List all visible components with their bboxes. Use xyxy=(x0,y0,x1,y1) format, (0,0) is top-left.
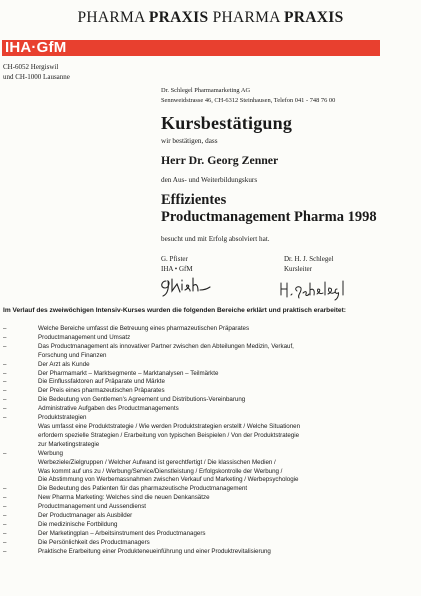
list-dash: – xyxy=(3,538,7,546)
signatory-role: IHA • GfM xyxy=(161,265,193,273)
topic-text: Forschung und Finanzen xyxy=(38,351,107,359)
topic-text: erfordern spezielle Strategien / Erarbeitung von typischen Beispielen / Von der Produktstrategie xyxy=(38,431,300,439)
handwritten-signature-schlegel xyxy=(277,279,355,301)
topic-item xyxy=(3,503,419,512)
banner-word-praxis-2: PRAXIS xyxy=(284,9,344,26)
address-right-line: Sennweidstrasse 46, CH-6312 Steinhausen, Telefon 041 - 748 76 00 xyxy=(161,96,336,104)
certificate-title: Kursbestätigung xyxy=(161,113,293,133)
list-dash: – xyxy=(3,529,7,537)
list-dash: – xyxy=(3,449,7,457)
topic-text: Die Einflussfaktoren auf Präparate und Märkte xyxy=(38,378,165,386)
topic-text: Productmanagement und Aussendienst xyxy=(38,503,147,511)
list-dash: – xyxy=(3,520,7,528)
course-title-line-1: Effizientes xyxy=(161,192,227,208)
topic-text: Die Abstimmung von Werbemassnahmen zwischen Verkauf und Marketing / Werbepsychologie xyxy=(38,476,299,484)
topic-item xyxy=(3,405,419,414)
list-dash: – xyxy=(3,396,7,404)
topic-text: New Pharma Marketing: Welches sind die neuen Denkansätze xyxy=(38,494,210,502)
topic-item xyxy=(3,521,419,530)
list-dash: – xyxy=(3,494,7,502)
banner-word-praxis: PRAXIS xyxy=(148,9,209,26)
topic-item xyxy=(3,530,419,539)
course-intro-text: den Aus- und Weiterbildungskurs xyxy=(161,176,258,184)
list-dash: – xyxy=(3,378,7,386)
list-dash: – xyxy=(3,485,7,493)
list-dash: – xyxy=(3,414,7,422)
topic-item xyxy=(3,450,419,486)
address-left-line: CH-6052 Hergiswil xyxy=(3,63,59,71)
list-dash: – xyxy=(3,342,7,350)
list-dash: – xyxy=(3,369,7,377)
list-dash: – xyxy=(3,503,7,511)
topic-text: Administrative Aufgaben des Productmanagements xyxy=(38,405,179,413)
topic-item xyxy=(3,485,419,494)
list-dash: – xyxy=(3,405,7,413)
intro-paragraph: Im Verlauf des zweiwöchigen Intensiv-Kurses wurden die folgenden Bereiche erklärt und praktisch erarbeitet: xyxy=(3,307,346,314)
topic-text: Der Marketingplan – Arbeitsinstrument des Productmanagers xyxy=(38,529,206,537)
list-dash: – xyxy=(3,325,7,332)
topic-text: Was umfasst eine Produktstrategie / Wie werden Produktstrategien erstellt / Welche Situationen xyxy=(38,422,301,430)
topic-text: Die Bedeutung des Patienten für das pharmazeutische Productmanagement xyxy=(38,485,248,493)
address-left xyxy=(3,62,70,82)
topic-text: Der Preis eines pharmazeutischen Präparates xyxy=(38,387,165,395)
list-dash: – xyxy=(3,512,7,520)
signatory-role: Kursleiter xyxy=(284,265,312,273)
signatory-name: Dr. H. J. Schlegel xyxy=(284,255,334,263)
topic-text: Der Arzt als Kunde xyxy=(38,360,90,368)
topic-item xyxy=(3,361,419,370)
topic-text: Die Persönlichkeit des Productmanagers xyxy=(38,538,150,546)
topic-text: Der Productmanager als Ausbilder xyxy=(38,512,133,520)
topic-text: Die Bedeutung von Gentlemen's Agreement und Distributions-Vereinbarung xyxy=(38,396,246,404)
topic-item xyxy=(3,494,419,503)
topic-text: Das Productmanagement als innovativer Partner zwischen den Abteilungen Medizin, Verkauf, xyxy=(38,342,294,350)
topic-text: zur Marketingstrategie xyxy=(38,440,100,448)
topic-item xyxy=(3,378,419,387)
topic-item xyxy=(3,370,419,379)
topic-text: Productmanagement und Umsatz xyxy=(38,333,131,341)
page-banner xyxy=(0,9,421,27)
list-dash: – xyxy=(3,387,7,395)
topic-text: Werbeziele/Zielgruppen / Welcher Aufwand ist gerechtfertigt / Die klassischen Medien / xyxy=(38,458,276,466)
topic-text: Die medizinische Fortbildung xyxy=(38,520,118,528)
topic-text: Was kommt auf uns zu / Werbung/Service/Dienstleistung / Erfolgskontrolle der Werbung / xyxy=(38,467,283,475)
handwritten-signature-pfister xyxy=(158,275,214,299)
signatory-pfister xyxy=(161,254,193,274)
confirm-text: wir bestätigen, dass xyxy=(161,137,218,145)
topic-text: Der Pharmamarkt – Marktsegmente – Marktanalysen – Teilmärkte xyxy=(38,369,219,377)
address-right xyxy=(161,86,335,105)
list-dash: – xyxy=(3,333,7,341)
iha-gfm-logo: IHA·GfM xyxy=(5,39,67,56)
topic-item xyxy=(3,539,419,548)
participant-name: Herr Dr. Georg Zenner xyxy=(161,153,279,167)
signatory-schlegel xyxy=(284,254,333,274)
topic-item xyxy=(3,343,419,361)
topic-item xyxy=(3,334,419,343)
course-title-line-2: Productmanagement Pharma 1998 xyxy=(161,209,377,225)
topic-item xyxy=(3,387,419,396)
topic-item xyxy=(3,414,419,450)
banner-word-pharma-2: PHARMA xyxy=(208,9,285,26)
attended-text: besucht und mit Erfolg absolviert hat. xyxy=(161,235,270,243)
topic-text: Werbung xyxy=(38,449,63,457)
topic-item xyxy=(3,396,419,405)
topic-text: Welche Bereiche umfasst die Betreuung eines pharmazeutischen Präparates xyxy=(38,325,250,332)
topic-item xyxy=(3,548,419,557)
topic-item xyxy=(3,325,419,334)
banner-word-pharma: PHARMA xyxy=(77,9,149,26)
iha-gfm-logo-bar xyxy=(2,40,380,56)
address-right-line: Dr. Schlegel Pharmamarketing AG xyxy=(161,87,251,94)
signatory-name: G. Pfister xyxy=(161,255,188,263)
list-dash: – xyxy=(3,360,7,368)
list-dash: – xyxy=(3,547,7,555)
topic-text: Produktstrategien xyxy=(38,414,87,422)
topic-text: Praktische Erarbeitung einer Produkteneueinführung und einer Produktrevitalisierung xyxy=(38,547,271,555)
topic-list xyxy=(3,325,419,557)
topic-item xyxy=(3,512,419,521)
address-left-line: und CH-1000 Lausanne xyxy=(3,73,70,81)
